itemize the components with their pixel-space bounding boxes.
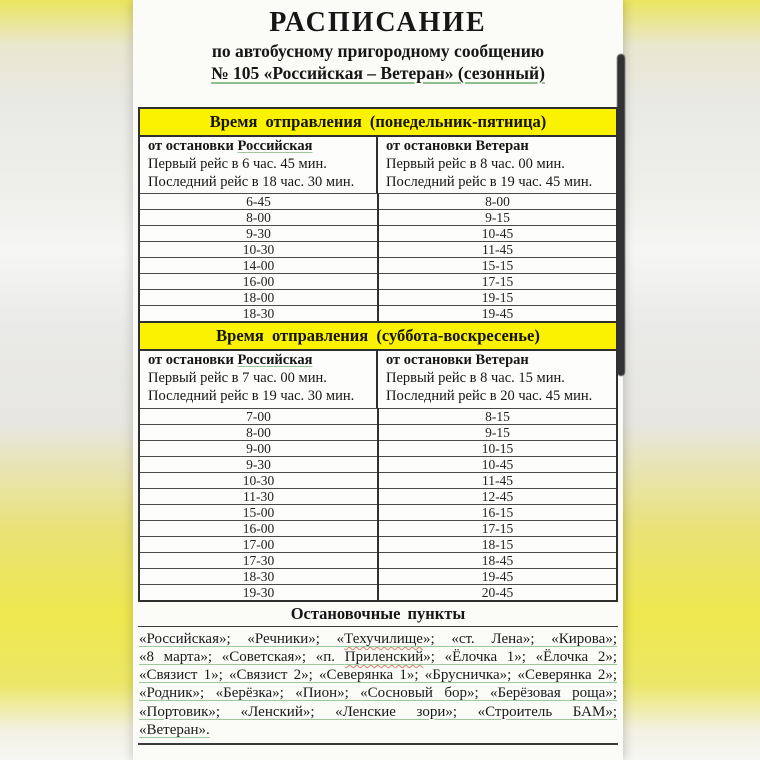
last-trip-text: Последний рейс в 19 час. 45 мин.	[386, 173, 593, 190]
route-name: № 105 «Российская – Ветеран» (сезонный)	[211, 63, 545, 83]
stops-line: «Родник»; «Берёзка»; «Пион»; «Сосновый бор»; «Берёзовая роща»;	[139, 685, 617, 702]
departure-time-rossiyskaya: 8-00	[140, 210, 378, 226]
stops-line: «Ветеран».	[139, 721, 210, 738]
last-trip-text: Последний рейс в 19 час. 30 мин.	[148, 387, 355, 404]
departure-time-veteran: 10-15	[378, 440, 616, 456]
time-row	[140, 424, 616, 440]
from-stop-label: от остановки	[148, 138, 238, 154]
from-stop-title	[148, 352, 370, 370]
departure-time-rossiyskaya: 6-45	[140, 194, 378, 210]
weekend-column-headers	[140, 351, 616, 407]
time-row	[140, 504, 616, 520]
time-row	[140, 242, 616, 258]
weekend-from-veteran-header	[378, 351, 616, 407]
departure-time-rossiyskaya: 9-30	[140, 456, 378, 472]
paper-edge-shadow	[617, 54, 625, 376]
departure-time-veteran: 11-45	[378, 472, 616, 488]
time-row	[140, 226, 616, 242]
departure-time-veteran: 8-15	[378, 408, 616, 424]
departure-time-rossiyskaya: 14-00	[140, 258, 378, 274]
from-stop-name: Ветеран	[475, 352, 529, 369]
departure-time-rossiyskaya: 18-30	[140, 306, 378, 322]
first-trip-text: Первый рейс в 7 час. 00 мин.	[148, 370, 327, 387]
departure-time-veteran: 16-15	[378, 504, 616, 520]
last-trip-text: Последний рейс в 20 час. 45 мин.	[386, 387, 593, 404]
departure-time-veteran: 9-15	[378, 210, 616, 226]
weekday-table	[138, 107, 618, 323]
from-stop-label: от остановки	[148, 352, 238, 369]
departure-time-rossiyskaya: 8-00	[140, 424, 378, 440]
weekday-from-rossiyskaya-header	[140, 137, 378, 193]
time-row	[140, 456, 616, 472]
stops-line: «8 марта»; «Советская»; «п. Приленский»; «Ёлочка 1»; «Ёлочка 2»;	[139, 648, 618, 665]
departure-time-veteran: 15-15	[378, 258, 616, 274]
departure-time-rossiyskaya: 17-30	[140, 552, 378, 568]
departure-time-veteran: 10-45	[378, 226, 616, 242]
departure-time-rossiyskaya: 10-30	[140, 472, 378, 488]
departure-time-veteran: 9-15	[378, 424, 616, 440]
departure-time-rossiyskaya: 18-00	[140, 290, 378, 306]
departure-time-veteran: 19-15	[378, 290, 616, 306]
weekday-times-body	[140, 194, 616, 322]
stops-section-header: Остановочные пункты	[138, 602, 618, 627]
weekend-from-rossiyskaya-header	[140, 351, 378, 407]
weekday-times-table	[140, 193, 616, 321]
page-subtitle: по автобусному пригородному сообщению	[211, 41, 545, 61]
time-row	[140, 194, 616, 210]
time-row	[140, 568, 616, 584]
weekend-times-body	[140, 408, 616, 600]
weekend-table	[138, 321, 618, 601]
time-row	[140, 552, 616, 568]
from-stop-title	[386, 138, 610, 156]
departure-time-veteran: 18-15	[378, 536, 616, 552]
departure-time-veteran: 12-45	[378, 488, 616, 504]
stops-line: «Российская»; «Речники»; «Техучилище»; «ст. Лена»; «Кирова»;	[139, 630, 617, 647]
departure-time-veteran: 17-15	[378, 274, 616, 290]
time-row	[140, 584, 616, 600]
departure-time-rossiyskaya: 18-30	[140, 568, 378, 584]
time-row	[140, 440, 616, 456]
from-stop-name: Российская	[237, 352, 313, 369]
time-row	[140, 290, 616, 306]
departure-time-veteran: 20-45	[378, 584, 616, 600]
route-line	[138, 62, 618, 86]
time-row	[140, 258, 616, 274]
departure-time-rossiyskaya: 19-30	[140, 584, 378, 600]
time-row	[140, 274, 616, 290]
departure-time-veteran: 8-00	[378, 194, 616, 210]
time-row	[140, 306, 616, 322]
weekend-band-header: Время отправления (суббота-воскресенье)	[140, 323, 616, 351]
stops-list	[138, 627, 618, 745]
first-trip-text: Первый рейс в 8 час. 00 мин.	[386, 155, 565, 172]
first-trip-text: Первый рейс в 8 час. 15 мин.	[386, 370, 565, 387]
weekday-band-header: Время отправления (понедельник-пятница)	[140, 109, 616, 137]
departure-time-veteran: 18-45	[378, 552, 616, 568]
departure-time-rossiyskaya: 17-00	[140, 536, 378, 552]
time-row	[140, 408, 616, 424]
departure-time-veteran: 11-45	[378, 242, 616, 258]
departure-time-rossiyskaya: 15-00	[140, 504, 378, 520]
last-trip-text: Последний рейс в 18 час. 30 мин.	[148, 173, 355, 190]
from-stop-name: Российская	[237, 138, 313, 154]
departure-time-veteran: 19-45	[378, 306, 616, 322]
weekday-column-headers	[140, 137, 616, 193]
time-row	[140, 472, 616, 488]
departure-time-rossiyskaya: 9-00	[140, 440, 378, 456]
departure-time-rossiyskaya: 11-30	[140, 488, 378, 504]
departure-time-veteran: 17-15	[378, 520, 616, 536]
page-title: РАСПИСАНИЕ	[269, 7, 487, 38]
first-trip-text: Первый рейс в 6 час. 45 мин.	[148, 155, 327, 172]
weekend-times-table	[140, 408, 616, 600]
departure-time-veteran: 19-45	[378, 568, 616, 584]
departure-time-rossiyskaya: 16-00	[140, 520, 378, 536]
time-row	[140, 520, 616, 536]
from-stop-label: от остановки	[386, 138, 476, 154]
time-row	[140, 536, 616, 552]
stops-line: «Связист 1»; «Связист 2»; «Северянка 1»; «Брусничка»; «Северянка 2»;	[139, 667, 617, 684]
from-stop-title	[148, 138, 370, 156]
departure-time-rossiyskaya: 10-30	[140, 242, 378, 258]
departure-time-rossiyskaya: 7-00	[140, 408, 378, 424]
time-row	[140, 488, 616, 504]
time-row	[140, 210, 616, 226]
from-stop-title	[386, 352, 610, 370]
stops-line: «Портовик»; «Ленский»; «Ленские зори»; «Строитель БАМ»;	[139, 703, 617, 720]
departure-time-rossiyskaya: 9-30	[140, 226, 378, 242]
departure-time-veteran: 10-45	[378, 456, 616, 472]
weekday-from-veteran-header	[378, 137, 616, 193]
from-stop-name: Ветеран	[475, 138, 529, 154]
schedule-document	[133, 0, 623, 760]
document-content	[133, 0, 623, 745]
from-stop-label: от остановки	[386, 352, 476, 369]
departure-time-rossiyskaya: 16-00	[140, 274, 378, 290]
